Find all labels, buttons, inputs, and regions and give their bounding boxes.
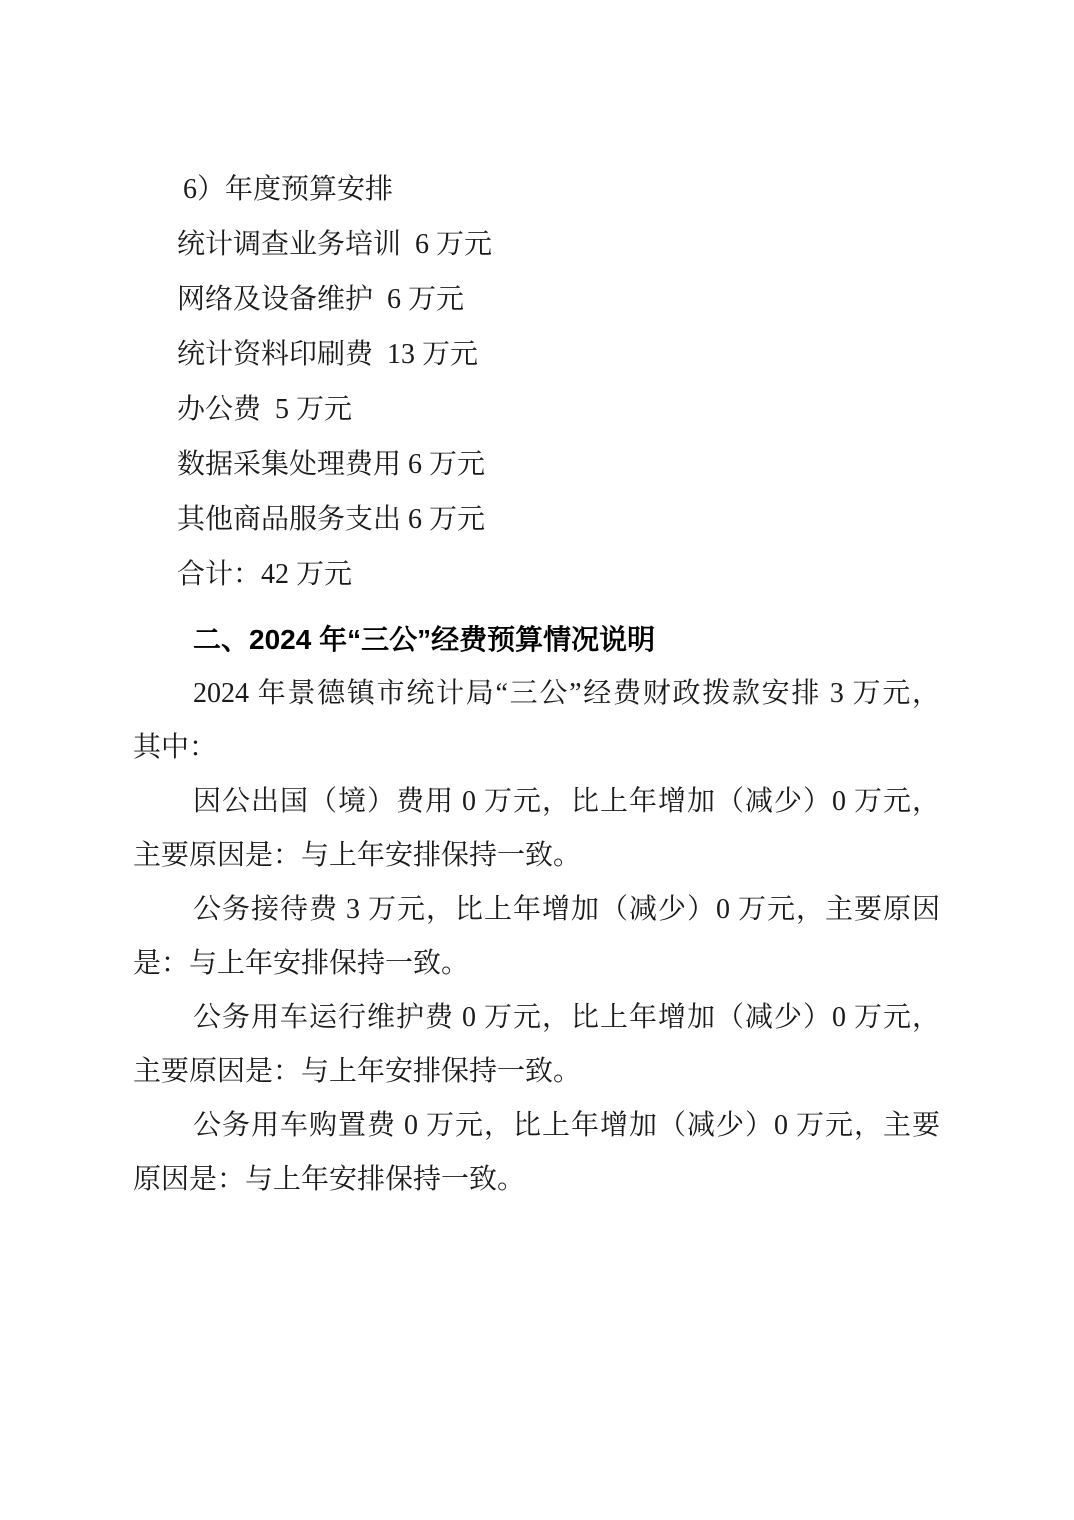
budget-item-data-processing: 数据采集处理费用 6 万元 — [177, 449, 486, 480]
document-content — [133, 162, 940, 1207]
budget-item-printing: 统计资料印刷费 13 万元 — [177, 339, 479, 370]
budget-list-section — [133, 162, 940, 602]
para-line-overview-2: 其中： — [133, 732, 218, 763]
para-line-overview-1: 2024 年景德镇市统计局“三公”经费财政拨款安排 3 万元， — [193, 678, 940, 709]
budget-item-other-goods: 其他商品服务支出 6 万元 — [177, 504, 486, 535]
three-public-section-heading: 二、2024 年“三公”经费预算情况说明 — [193, 624, 656, 655]
para-line-vehicle-purchase-2: 原因是：与上年安排保持一致。 — [133, 1164, 526, 1195]
three-public-section-body — [133, 667, 940, 1207]
para-line-vehicle-maintenance-1: 公务用车运行维护费 0 万元，比上年增加（减少）0 万元， — [193, 1002, 940, 1033]
para-line-vehicle-maintenance-2: 主要原因是：与上年安排保持一致。 — [133, 1056, 582, 1087]
para-line-reception-1: 公务接待费 3 万元，比上年增加（减少）0 万元，主要原因 — [193, 894, 940, 925]
budget-item-network: 网络及设备维护 6 万元 — [177, 284, 465, 315]
budget-total-line: 合计：42 万元 — [177, 559, 353, 590]
budget-item-office: 办公费 5 万元 — [177, 394, 353, 425]
para-line-reception-2: 是：与上年安排保持一致。 — [133, 948, 470, 979]
para-line-abroad-2: 主要原因是：与上年安排保持一致。 — [133, 840, 582, 871]
budget-item-training: 统计调查业务培训 6 万元 — [177, 229, 493, 260]
para-line-abroad-1: 因公出国（境）费用 0 万元，比上年增加（减少）0 万元， — [193, 786, 940, 817]
budget-list-title: 6）年度预算安排 — [183, 174, 394, 205]
para-line-vehicle-purchase-1: 公务用车购置费 0 万元，比上年增加（减少）0 万元，主要 — [193, 1110, 940, 1141]
